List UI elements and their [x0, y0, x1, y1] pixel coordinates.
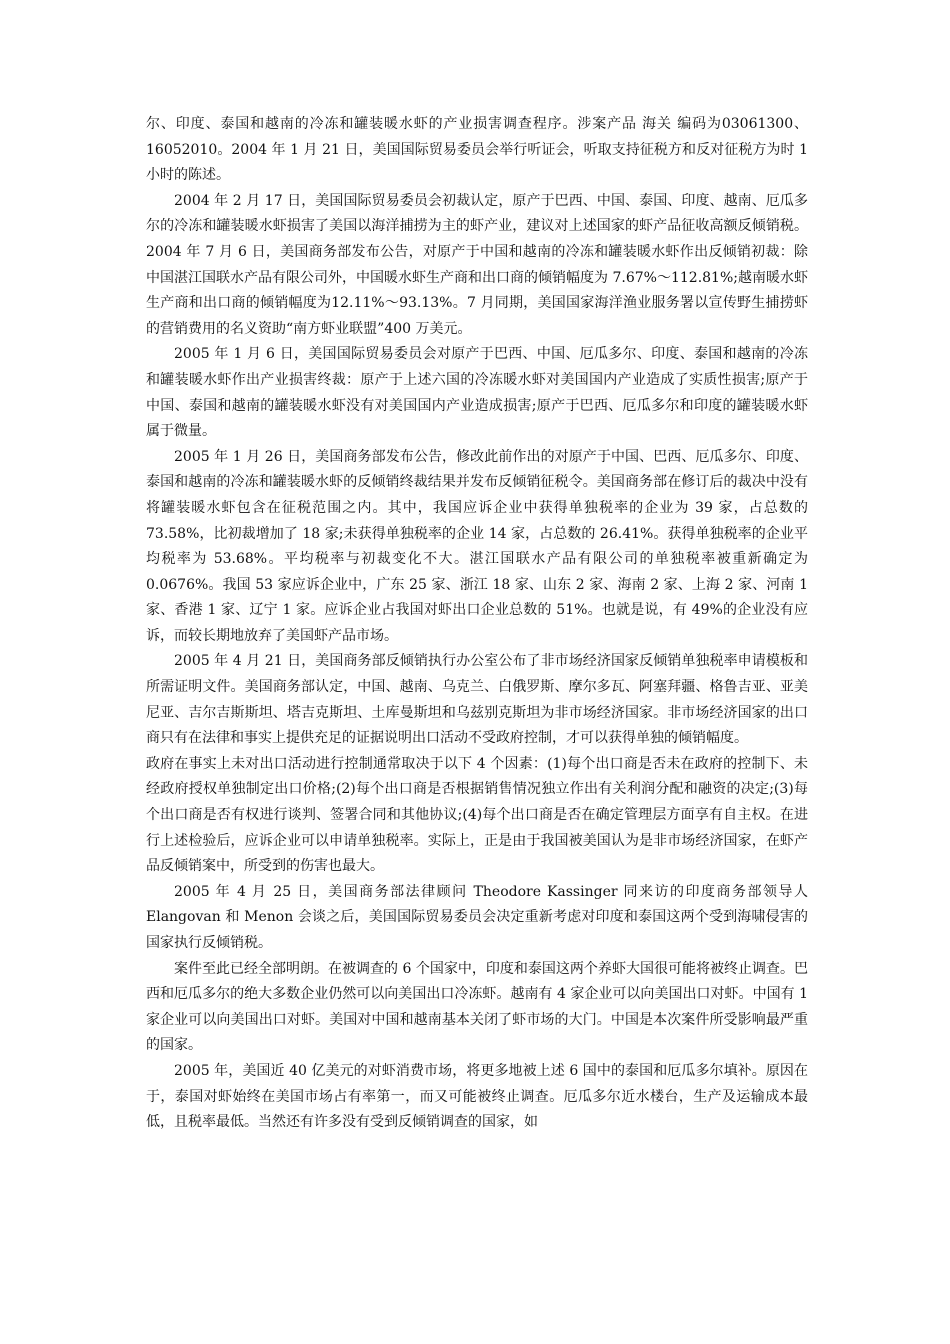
paragraph-8: 案件至此已经全部明朗。在被调查的 6 个国家中，印度和泰国这两个养虾大国很可能将被终止调查。巴西和厄瓜多尔的绝大多数企业仍然可以向美国出口冷冻虾。越南有 4 家企业可以向美国出口对虾。中国有 1 家企业可以向美国出口对虾。美国对中国和越南基本关闭了虾市场的大门。中国是本次案件所受影响最严重的国家。	[146, 960, 808, 1054]
paragraph-3: 2005 年 1 月 6 日，美国国际贸易委员会对原产于巴西、中国、厄瓜多尔、印度、泰国和越南的冷冻和罐装暖水虾作出产业损害终裁：原产于上述六国的冷冻暖水虾对美国国内产业造成了实质性损害;原产于中国、泰国和越南的罐装暖水虾没有对美国国内产业造成损害;原产于巴西、厄瓜多尔和印度的罐装暖水虾属于微量。	[146, 346, 808, 440]
paragraph-5: 2005 年 4 月 21 日，美国商务部反倾销执行办公室公布了非市场经济国家反倾销单独税率申请模板和所需证明文件。美国商务部认定，中国、越南、乌克兰、白俄罗斯、摩尔多瓦、阿塞拜疆、格鲁吉亚、亚美尼亚、吉尔吉斯斯坦、塔吉克斯坦、土库曼斯坦和乌兹别克斯坦为非市场经济国家。非市场经济国家的出口商只有在法律和事实上提供充足的证据说明出口活动不受政府控制，才可以获得单独的倾销幅度。	[146, 653, 808, 747]
paragraph-7: 2005 年 4 月 25 日，美国商务部法律顾问 Theodore Kassinger 同来访的印度商务部领导人 Elangovan 和 Menon 会谈之后，美国国际贸易委员会决定重新考虑对印度和泰国这两个受到海啸侵害的国家执行反倾销税。	[146, 883, 808, 951]
paragraph-9: 2005 年，美国近 40 亿美元的对虾消费市场，将更多地被上述 6 国中的泰国和厄瓜多尔填补。原因在于，泰国对虾始终在美国市场占有率第一，而又可能被终止调查。厄瓜多尔近水楼台，生产及运输成本最低，且税率最低。当然还有许多没有受到反倾销调查的国家，如	[146, 1062, 808, 1131]
paragraph-1: 尔、印度、泰国和越南的冷冻和罐装暖水虾的产业损害调查程序。涉案产品 海关 编码为03061300、16052010。2004 年 1 月 21 日，美国国际贸易委员会举行听证会，听取支持征税方和反对征税方为时 1 小时的陈述。	[146, 116, 808, 184]
paragraph-2: 2004 年 2 月 17 日，美国国际贸易委员会初裁认定，原产于巴西、中国、泰国、印度、越南、厄瓜多尔的冷冻和罐装暖水虾损害了美国以海洋捕捞为主的虾产业，建议对上述国家的虾产品征收高额反倾销税。2004 年 7 月 6 日，美国商务部发布公告，对原产于中国和越南的冷冻和罐装暖水虾作出反倾销初裁：除中国湛江国联水产品有限公司外，中国暖水虾生产商和出口商的倾销幅度为 7.67%～112.81%;越南暖水虾生产商和出口商的倾销幅度为12.11%～93.13%。7 月同期，美国国家海洋渔业服务署以宣传野生捕捞虾的营销费用的名义资助“南方虾业联盟”400 万美元。	[146, 192, 808, 337]
document-body	[146, 112, 808, 1136]
paragraph-6: 政府在事实上未对出口活动进行控制通常取决于以下 4 个因素：(1)每个出口商是否未在政府的控制下、未经政府授权单独制定出口价格;(2)每个出口商是否根据销售情况独立作出有关利润分配和融资的决定;(3)每个出口商是否有权进行谈判、签署合同和其他协议;(4)每个出口商是否在确定管理层方面享有自主权。在进行上述检验后，应诉企业可以申请单独税率。实际上，正是由于我国被美国认为是非市场经济国家，在虾产品反倾销案中，所受到的伤害也最大。	[146, 755, 808, 875]
paragraph-4: 2005 年 1 月 26 日，美国商务部发布公告，修改此前作出的对原产于中国、巴西、厄瓜多尔、印度、泰国和越南的冷冻和罐装暖水虾的反倾销终裁结果并发布反倾销征税令。美国商务部在修订后的裁决中没有将罐装暖水虾包含在征税范围之内。其中，我国应诉企业中获得单独税率的企业为 39 家，占总数的 73.58%，比初裁增加了 18 家;未获得单独税率的企业 14 家，占总数的 26.41%。获得单独税率的企业平均税率为 53.68%。平均税率与初裁变化不大。湛江国联水产品有限公司的单独税率被重新确定为 0.0676%。我国 53 家应诉企业中，广东 25 家、浙江 18 家、山东 2 家、海南 2 家、上海 2 家、河南 1 家、香港 1 家、辽宁 1 家。应诉企业占我国对虾出口企业总数的 51%。也就是说，有 49%的企业没有应诉，而较长期地放弃了美国虾产品市场。	[146, 448, 808, 644]
